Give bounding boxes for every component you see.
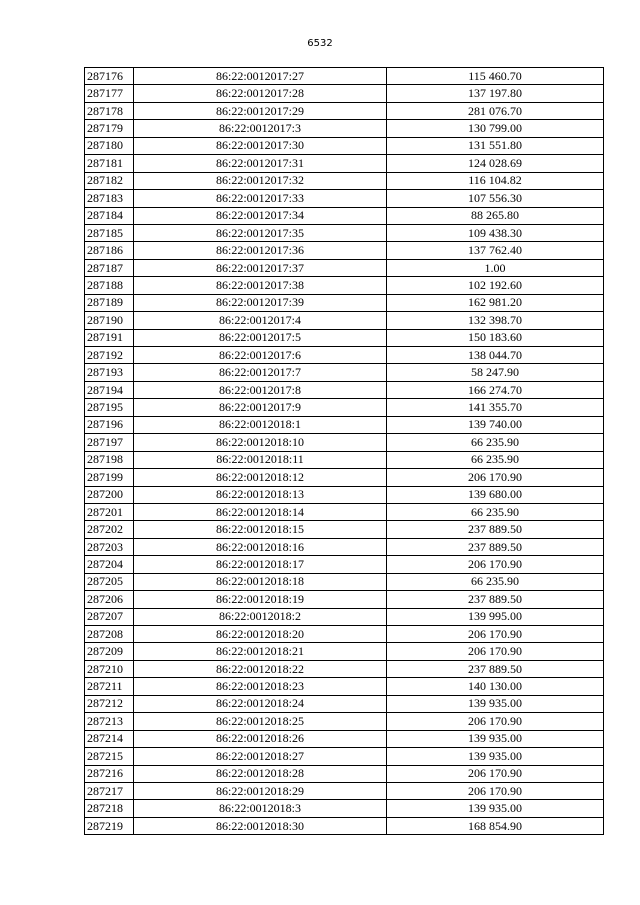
cadastral-value-cell: 139 935.00: [387, 730, 604, 747]
cadastral-number-cell: 86:22:0012018:12: [134, 469, 387, 486]
table-row: [85, 695, 604, 712]
row-number-cell: 287210: [85, 660, 134, 677]
row-number-cell: 287192: [85, 347, 134, 364]
cadastral-value-cell: 139 740.00: [387, 416, 604, 433]
table-row: [85, 626, 604, 643]
table-row: [85, 68, 604, 85]
cadastral-value-cell: 141 355.70: [387, 399, 604, 416]
cadastral-number-cell: 86:22:0012018:16: [134, 538, 387, 555]
cadastral-value-cell: 139 935.00: [387, 748, 604, 765]
cadastral-number-cell: 86:22:0012018:29: [134, 782, 387, 799]
table-row: [85, 451, 604, 468]
cadastral-value-cell: 150 183.60: [387, 329, 604, 346]
table-row: [85, 765, 604, 782]
table-row: [85, 102, 604, 119]
cadastral-number-cell: 86:22:0012018:25: [134, 713, 387, 730]
row-number-cell: 287201: [85, 503, 134, 520]
table-row: [85, 782, 604, 799]
table-row: [85, 556, 604, 573]
cadastral-value-cell: 206 170.90: [387, 765, 604, 782]
row-number-cell: 287202: [85, 521, 134, 538]
table-row: [85, 312, 604, 329]
cadastral-number-cell: 86:22:0012017:5: [134, 329, 387, 346]
row-number-cell: 287208: [85, 626, 134, 643]
cadastral-number-cell: 86:22:0012017:27: [134, 68, 387, 85]
table-row: [85, 120, 604, 137]
table-row: [85, 486, 604, 503]
cadastral-number-cell: 86:22:0012017:6: [134, 347, 387, 364]
cadastral-number-cell: 86:22:0012017:30: [134, 137, 387, 154]
table-row: [85, 277, 604, 294]
table-row: [85, 538, 604, 555]
table-row: [85, 660, 604, 677]
table-row: [85, 190, 604, 207]
cadastral-value-cell: 66 235.90: [387, 503, 604, 520]
row-number-cell: 287199: [85, 469, 134, 486]
cadastral-value-cell: 140 130.00: [387, 678, 604, 695]
table-row: [85, 242, 604, 259]
cadastral-value-cell: 206 170.90: [387, 626, 604, 643]
row-number-cell: 287184: [85, 207, 134, 224]
cadastral-value-cell: 116 104.82: [387, 172, 604, 189]
row-number-cell: 287181: [85, 155, 134, 172]
cadastral-number-cell: 86:22:0012018:15: [134, 521, 387, 538]
row-number-cell: 287176: [85, 68, 134, 85]
row-number-cell: 287190: [85, 312, 134, 329]
cadastral-number-cell: 86:22:0012018:30: [134, 817, 387, 834]
cadastral-value-cell: 206 170.90: [387, 469, 604, 486]
row-number-cell: 287203: [85, 538, 134, 555]
row-number-cell: 287186: [85, 242, 134, 259]
row-number-cell: 287216: [85, 765, 134, 782]
cadastral-number-cell: 86:22:0012018:24: [134, 695, 387, 712]
row-number-cell: 287180: [85, 137, 134, 154]
cadastral-number-cell: 86:22:0012017:4: [134, 312, 387, 329]
table-row: [85, 643, 604, 660]
cadastral-value-cell: 88 265.80: [387, 207, 604, 224]
table-row: [85, 364, 604, 381]
cadastral-number-cell: 86:22:0012017:36: [134, 242, 387, 259]
cadastral-number-cell: 86:22:0012018:22: [134, 660, 387, 677]
cadastral-number-cell: 86:22:0012018:1: [134, 416, 387, 433]
cadastral-number-cell: 86:22:0012017:39: [134, 294, 387, 311]
row-number-cell: 287182: [85, 172, 134, 189]
cadastral-value-cell: 206 170.90: [387, 713, 604, 730]
table-row: [85, 155, 604, 172]
table-row: [85, 503, 604, 520]
row-number-cell: 287177: [85, 85, 134, 102]
cadastral-number-cell: 86:22:0012017:28: [134, 85, 387, 102]
table-row: [85, 399, 604, 416]
row-number-cell: 287178: [85, 102, 134, 119]
cadastral-number-cell: 86:22:0012017:33: [134, 190, 387, 207]
row-number-cell: 287188: [85, 277, 134, 294]
cadastral-number-cell: 86:22:0012018:21: [134, 643, 387, 660]
cadastral-value-cell: 124 028.69: [387, 155, 604, 172]
table-row: [85, 294, 604, 311]
table-row: [85, 329, 604, 346]
cadastral-number-cell: 86:22:0012017:7: [134, 364, 387, 381]
cadastral-number-cell: 86:22:0012017:35: [134, 224, 387, 241]
row-number-cell: 287200: [85, 486, 134, 503]
cadastral-value-cell: 1.00: [387, 259, 604, 276]
cadastral-number-cell: 86:22:0012018:18: [134, 573, 387, 590]
cadastral-number-cell: 86:22:0012017:34: [134, 207, 387, 224]
table-row: [85, 608, 604, 625]
row-number-cell: 287196: [85, 416, 134, 433]
row-number-cell: 287217: [85, 782, 134, 799]
cadastral-value-cell: 137 762.40: [387, 242, 604, 259]
row-number-cell: 287183: [85, 190, 134, 207]
row-number-cell: 287205: [85, 573, 134, 590]
cadastral-value-table: [84, 67, 604, 835]
row-number-cell: 287179: [85, 120, 134, 137]
cadastral-value-cell: 162 981.20: [387, 294, 604, 311]
row-number-cell: 287211: [85, 678, 134, 695]
cadastral-number-cell: 86:22:0012017:38: [134, 277, 387, 294]
row-number-cell: 287219: [85, 817, 134, 834]
cadastral-value-cell: 206 170.90: [387, 643, 604, 660]
table-row: [85, 381, 604, 398]
cadastral-value-cell: 115 460.70: [387, 68, 604, 85]
row-number-cell: 287197: [85, 434, 134, 451]
row-number-cell: 287218: [85, 800, 134, 817]
cadastral-value-cell: 237 889.50: [387, 591, 604, 608]
cadastral-number-cell: 86:22:0012018:13: [134, 486, 387, 503]
cadastral-value-cell: 139 680.00: [387, 486, 604, 503]
table-row: [85, 730, 604, 747]
cadastral-number-cell: 86:22:0012018:10: [134, 434, 387, 451]
cadastral-value-cell: 138 044.70: [387, 347, 604, 364]
cadastral-number-cell: 86:22:0012018:27: [134, 748, 387, 765]
cadastral-value-cell: 206 170.90: [387, 556, 604, 573]
cadastral-value-cell: 131 551.80: [387, 137, 604, 154]
cadastral-number-cell: 86:22:0012017:3: [134, 120, 387, 137]
cadastral-value-cell: 139 995.00: [387, 608, 604, 625]
row-number-cell: 287198: [85, 451, 134, 468]
cadastral-number-cell: 86:22:0012018:3: [134, 800, 387, 817]
cadastral-value-cell: 107 556.30: [387, 190, 604, 207]
cadastral-value-cell: 237 889.50: [387, 521, 604, 538]
row-number-cell: 287214: [85, 730, 134, 747]
cadastral-value-cell: 206 170.90: [387, 782, 604, 799]
table-row: [85, 85, 604, 102]
cadastral-value-cell: 109 438.30: [387, 224, 604, 241]
cadastral-number-cell: 86:22:0012018:2: [134, 608, 387, 625]
cadastral-number-cell: 86:22:0012017:37: [134, 259, 387, 276]
row-number-cell: 287215: [85, 748, 134, 765]
table-row: [85, 172, 604, 189]
cadastral-value-cell: 132 398.70: [387, 312, 604, 329]
table-row: [85, 207, 604, 224]
cadastral-value-cell: 130 799.00: [387, 120, 604, 137]
table-row: [85, 678, 604, 695]
row-number-cell: 287191: [85, 329, 134, 346]
row-number-cell: 287204: [85, 556, 134, 573]
page-number: 6532: [307, 38, 333, 49]
row-number-cell: 287206: [85, 591, 134, 608]
cadastral-number-cell: 86:22:0012018:23: [134, 678, 387, 695]
cadastral-value-cell: 66 235.90: [387, 451, 604, 468]
cadastral-value-cell: 139 935.00: [387, 695, 604, 712]
cadastral-number-cell: 86:22:0012018:19: [134, 591, 387, 608]
cadastral-number-cell: 86:22:0012018:28: [134, 765, 387, 782]
row-number-cell: 287187: [85, 259, 134, 276]
cadastral-number-cell: 86:22:0012017:8: [134, 381, 387, 398]
cadastral-value-cell: 66 235.90: [387, 573, 604, 590]
table-row: [85, 469, 604, 486]
cadastral-number-cell: 86:22:0012018:26: [134, 730, 387, 747]
table-row: [85, 224, 604, 241]
cadastral-number-cell: 86:22:0012017:31: [134, 155, 387, 172]
cadastral-value-cell: 237 889.50: [387, 660, 604, 677]
table-row: [85, 800, 604, 817]
row-number-cell: 287189: [85, 294, 134, 311]
table-row: [85, 573, 604, 590]
row-number-cell: 287207: [85, 608, 134, 625]
table-row: [85, 748, 604, 765]
row-number-cell: 287213: [85, 713, 134, 730]
cadastral-number-cell: 86:22:0012017:29: [134, 102, 387, 119]
row-number-cell: 287185: [85, 224, 134, 241]
row-number-cell: 287212: [85, 695, 134, 712]
row-number-cell: 287195: [85, 399, 134, 416]
cadastral-number-cell: 86:22:0012017:9: [134, 399, 387, 416]
table-row: [85, 416, 604, 433]
cadastral-value-cell: 166 274.70: [387, 381, 604, 398]
cadastral-value-cell: 102 192.60: [387, 277, 604, 294]
cadastral-value-cell: 137 197.80: [387, 85, 604, 102]
cadastral-value-cell: 281 076.70: [387, 102, 604, 119]
row-number-cell: 287193: [85, 364, 134, 381]
cadastral-value-cell: 139 935.00: [387, 800, 604, 817]
cadastral-value-cell: 237 889.50: [387, 538, 604, 555]
table-row: [85, 713, 604, 730]
cadastral-number-cell: 86:22:0012018:17: [134, 556, 387, 573]
cadastral-number-cell: 86:22:0012017:32: [134, 172, 387, 189]
table-row: [85, 434, 604, 451]
cadastral-number-cell: 86:22:0012018:11: [134, 451, 387, 468]
row-number-cell: 287209: [85, 643, 134, 660]
table-row: [85, 259, 604, 276]
table-row: [85, 817, 604, 834]
table-row: [85, 521, 604, 538]
table-row: [85, 591, 604, 608]
cadastral-value-cell: 58 247.90: [387, 364, 604, 381]
row-number-cell: 287194: [85, 381, 134, 398]
cadastral-value-cell: 168 854.90: [387, 817, 604, 834]
cadastral-number-cell: 86:22:0012018:14: [134, 503, 387, 520]
cadastral-value-cell: 66 235.90: [387, 434, 604, 451]
table-body: [85, 68, 604, 835]
table-row: [85, 137, 604, 154]
cadastral-number-cell: 86:22:0012018:20: [134, 626, 387, 643]
table-row: [85, 347, 604, 364]
